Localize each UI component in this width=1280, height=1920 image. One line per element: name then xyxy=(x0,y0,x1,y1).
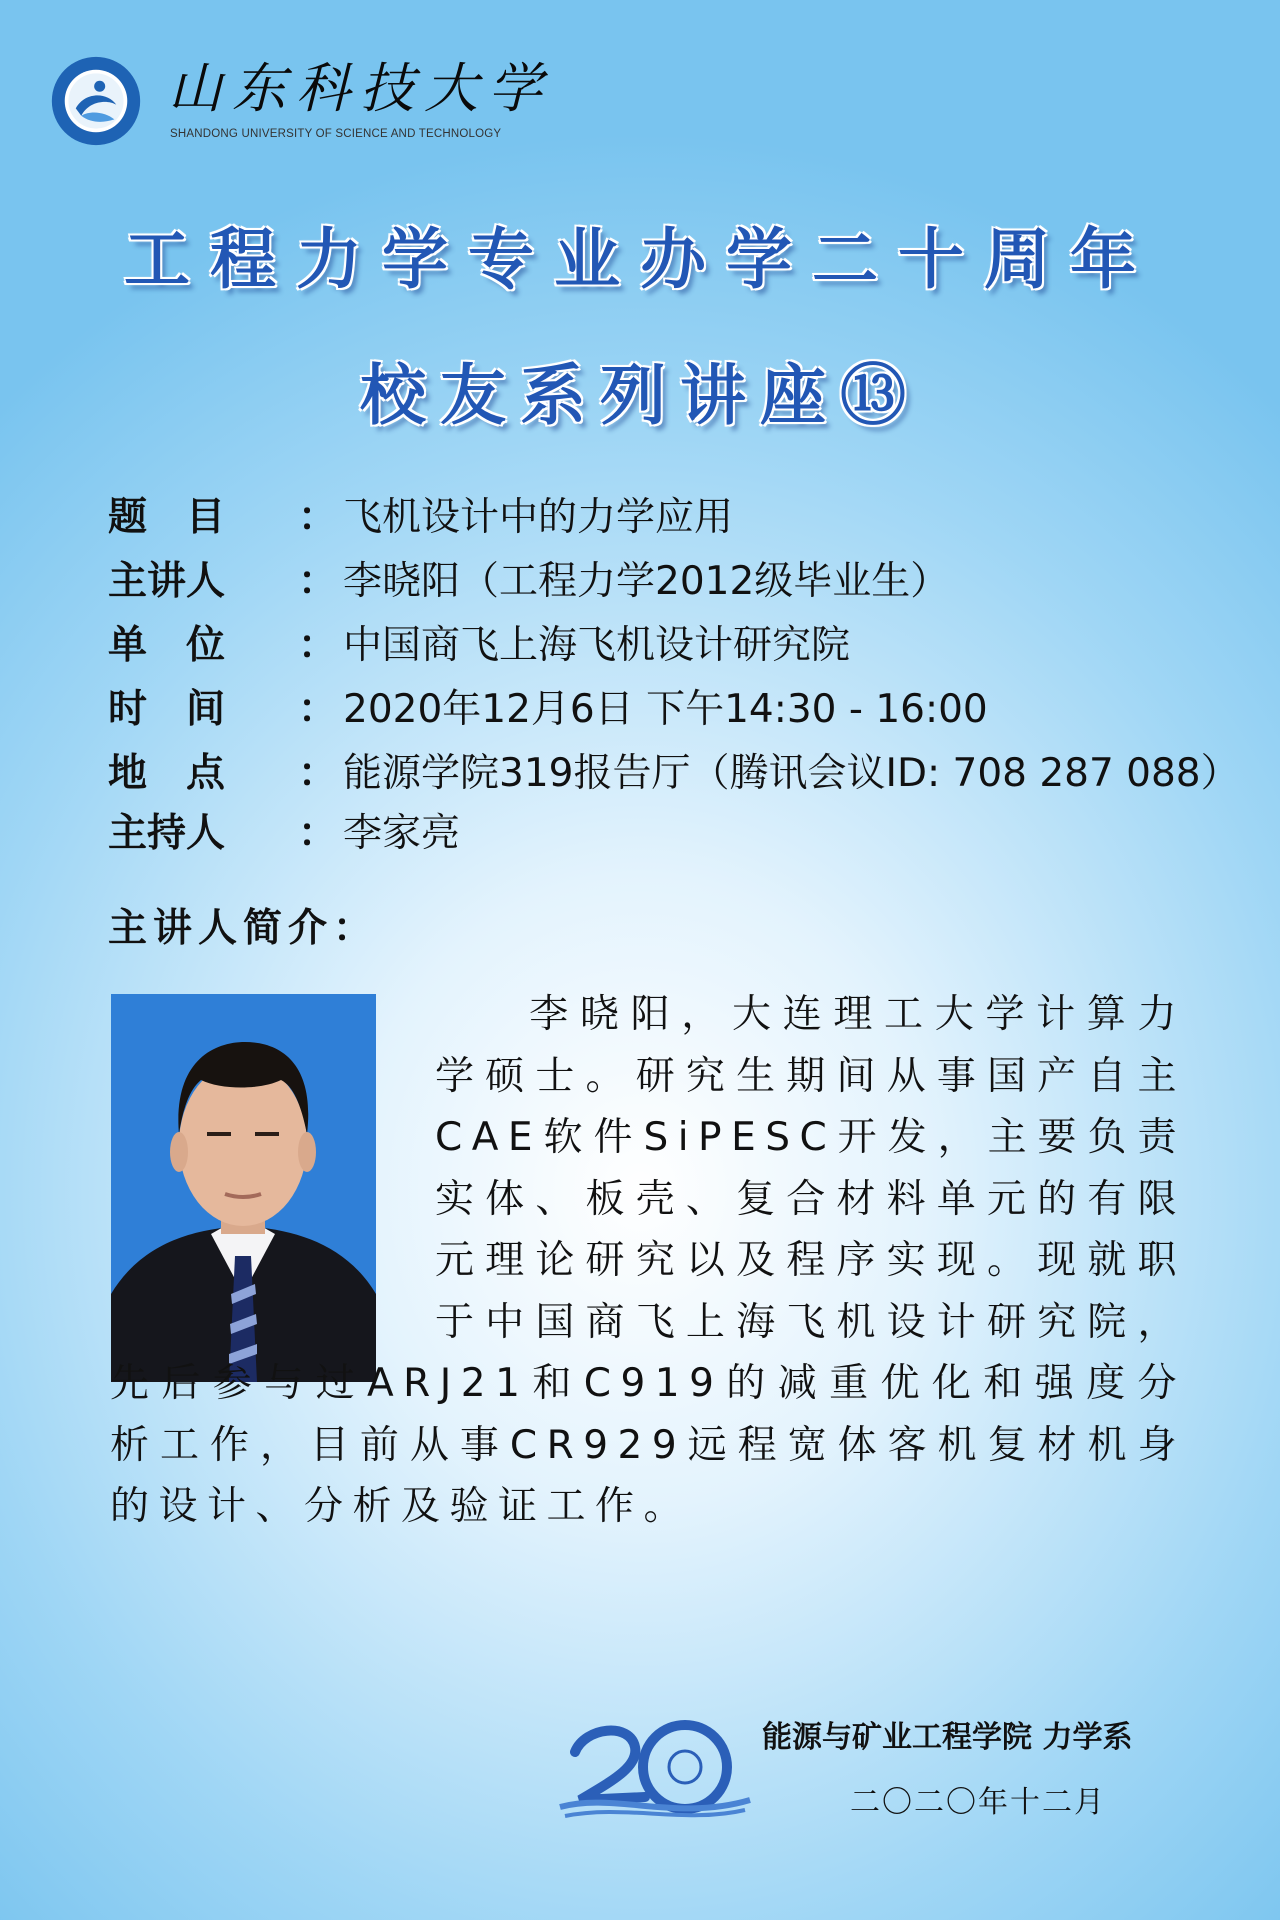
info-row-topic xyxy=(108,493,733,543)
info-label: 题 目 xyxy=(108,495,226,540)
university-name-en: SHANDONG UNIVERSITY OF SCIENCE AND TECHNOLOGY xyxy=(170,128,502,140)
info-colon: ： xyxy=(298,495,338,540)
photo-spacer xyxy=(110,984,435,1353)
poster-title: 工程力学专业办学二十周年 xyxy=(124,221,1156,298)
poster-date: 二〇二〇年十二月 xyxy=(850,1785,1106,1820)
bio-heading: 主讲人简介： xyxy=(108,906,379,951)
bio-text: 李晓阳，大连理工大学计算力学硕士。研究生期间从事国产自主CAE软件SiPESC开发，主要负责实体、板壳、复合材料单元的有限元理论研究以及程序实现。现就职于中国商飞上海飞机设计研究院，先后参与过ARJ21和C919的减重优化和强度分析工作，目前从事CR929远程宽体客机复材机身的设计、分析及验证工作。 xyxy=(110,992,1186,1529)
info-row-location xyxy=(108,749,1240,799)
info-row-affiliation xyxy=(108,621,850,671)
info-label: 地 点 xyxy=(108,751,226,796)
info-label: 时 间 xyxy=(108,687,226,732)
info-value: 李晓阳（工程力学2012级毕业生） xyxy=(343,559,950,604)
info-colon: ： xyxy=(298,559,338,604)
info-row-speaker xyxy=(108,557,949,607)
poster-subtitle: 校友系列讲座⑬ xyxy=(360,357,920,434)
info-label: 主讲人 xyxy=(108,559,226,604)
twentieth-anniversary-emblem-icon xyxy=(555,1712,755,1822)
university-seal-icon xyxy=(50,55,142,147)
info-label: 单 位 xyxy=(108,623,226,668)
info-colon: ： xyxy=(298,751,338,796)
info-value: 飞机设计中的力学应用 xyxy=(343,495,734,540)
info-colon: ： xyxy=(298,687,338,732)
bio-text-block xyxy=(110,984,1186,1538)
university-name-cn: 山东科技大学 xyxy=(168,57,552,120)
info-label: 主持人 xyxy=(108,811,226,856)
info-row-host xyxy=(108,809,460,859)
info-row-time xyxy=(108,685,988,735)
info-colon: ： xyxy=(298,623,338,668)
info-value: 2020年12月6日 下午14:30 - 16:00 xyxy=(343,687,988,732)
info-value: 李家亮 xyxy=(343,811,461,856)
info-value: 中国商飞上海飞机设计研究院 xyxy=(343,623,851,668)
department-name: 能源与矿业工程学院 力学系 xyxy=(762,1720,1133,1755)
info-value: 能源学院319报告厅（腾讯会议ID: 708 287 088） xyxy=(343,751,1240,796)
info-colon: ： xyxy=(298,811,338,856)
